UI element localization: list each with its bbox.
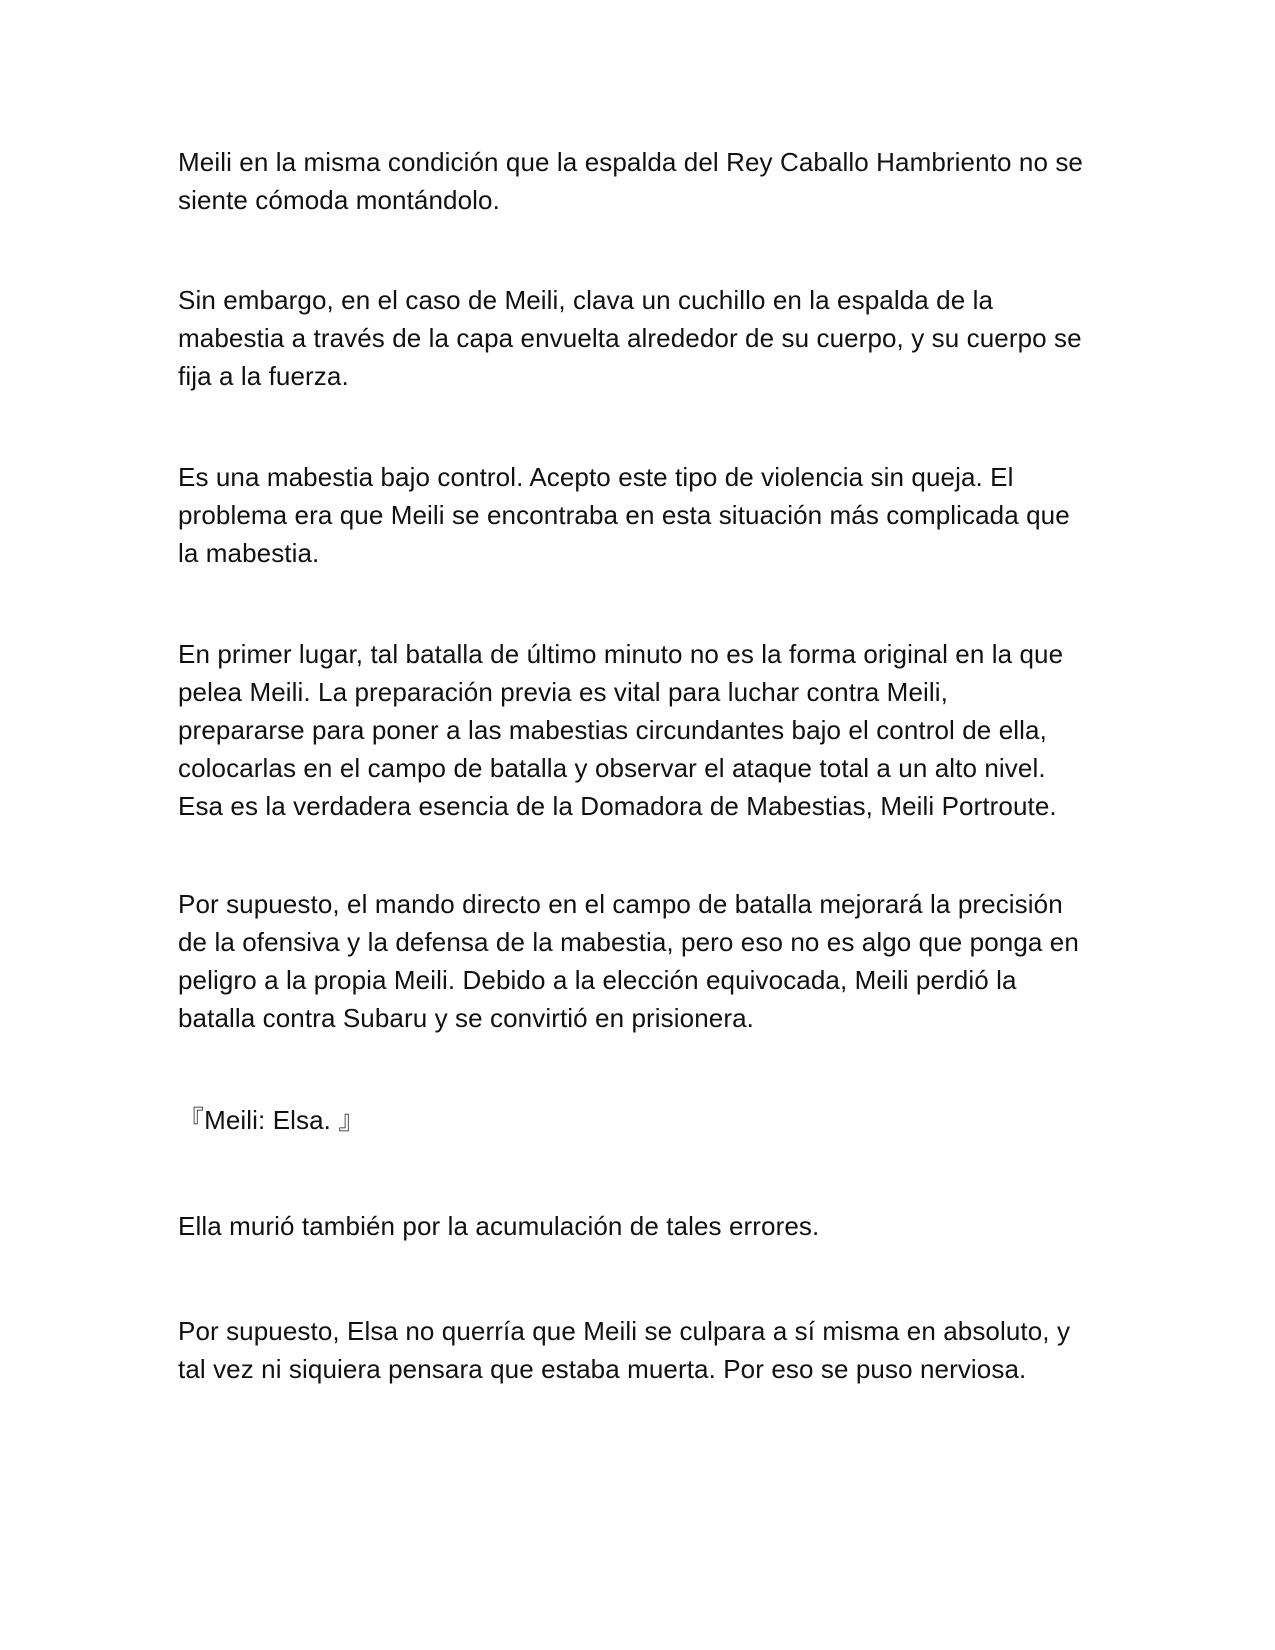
- paragraph-6: Ella murió también por la acumulación de tales errores.: [178, 1211, 820, 1241]
- paragraph-2: Sin embargo, en el caso de Meili, clava un cuchillo en la espalda de la mabestia a través de la capa envuelta alrededor de su cuerpo, y su cuerpo se fija a la fuerza.: [178, 285, 1082, 391]
- paragraph-1: Meili en la misma condición que la espalda del Rey Caballo Hambriento no se siente cómoda montándolo.: [178, 147, 1083, 215]
- paragraph-5: Por supuesto, el mando directo en el campo de batalla mejorará la precisión de la ofensiva y la defensa de la mabestia, pero eso no es algo que ponga en peligro a la propia Meili. Debido a la elección equivocada, Meili perdió la batalla contra Subaru y se convirtió en prisionera.: [178, 889, 1079, 1033]
- paragraph-4: En primer lugar, tal batalla de último minuto no es la forma original en la que pelea Meili. La preparación previa es vital para luchar contra Meili, prepararse para poner a las mabestias circundantes bajo el control de ella, colocarlas en el campo de batalla y observar el ataque total a un alto nivel. Esa es la verdadera esencia de la Domadora de Mabestias, Meili Portroute.: [178, 639, 1064, 821]
- dialogue-line: 『Meili: Elsa. 』: [178, 1105, 365, 1135]
- paragraph-7: Por supuesto, Elsa no querría que Meili se culpara a sí misma en absoluto, y tal vez ni siquiera pensara que estaba muerta. Por eso se puso nerviosa.: [178, 1316, 1071, 1384]
- paragraph-3: Es una mabestia bajo control. Acepto este tipo de violencia sin queja. El problema era que Meili se encontraba en esta situación más complicada que la mabestia.: [178, 462, 1070, 568]
